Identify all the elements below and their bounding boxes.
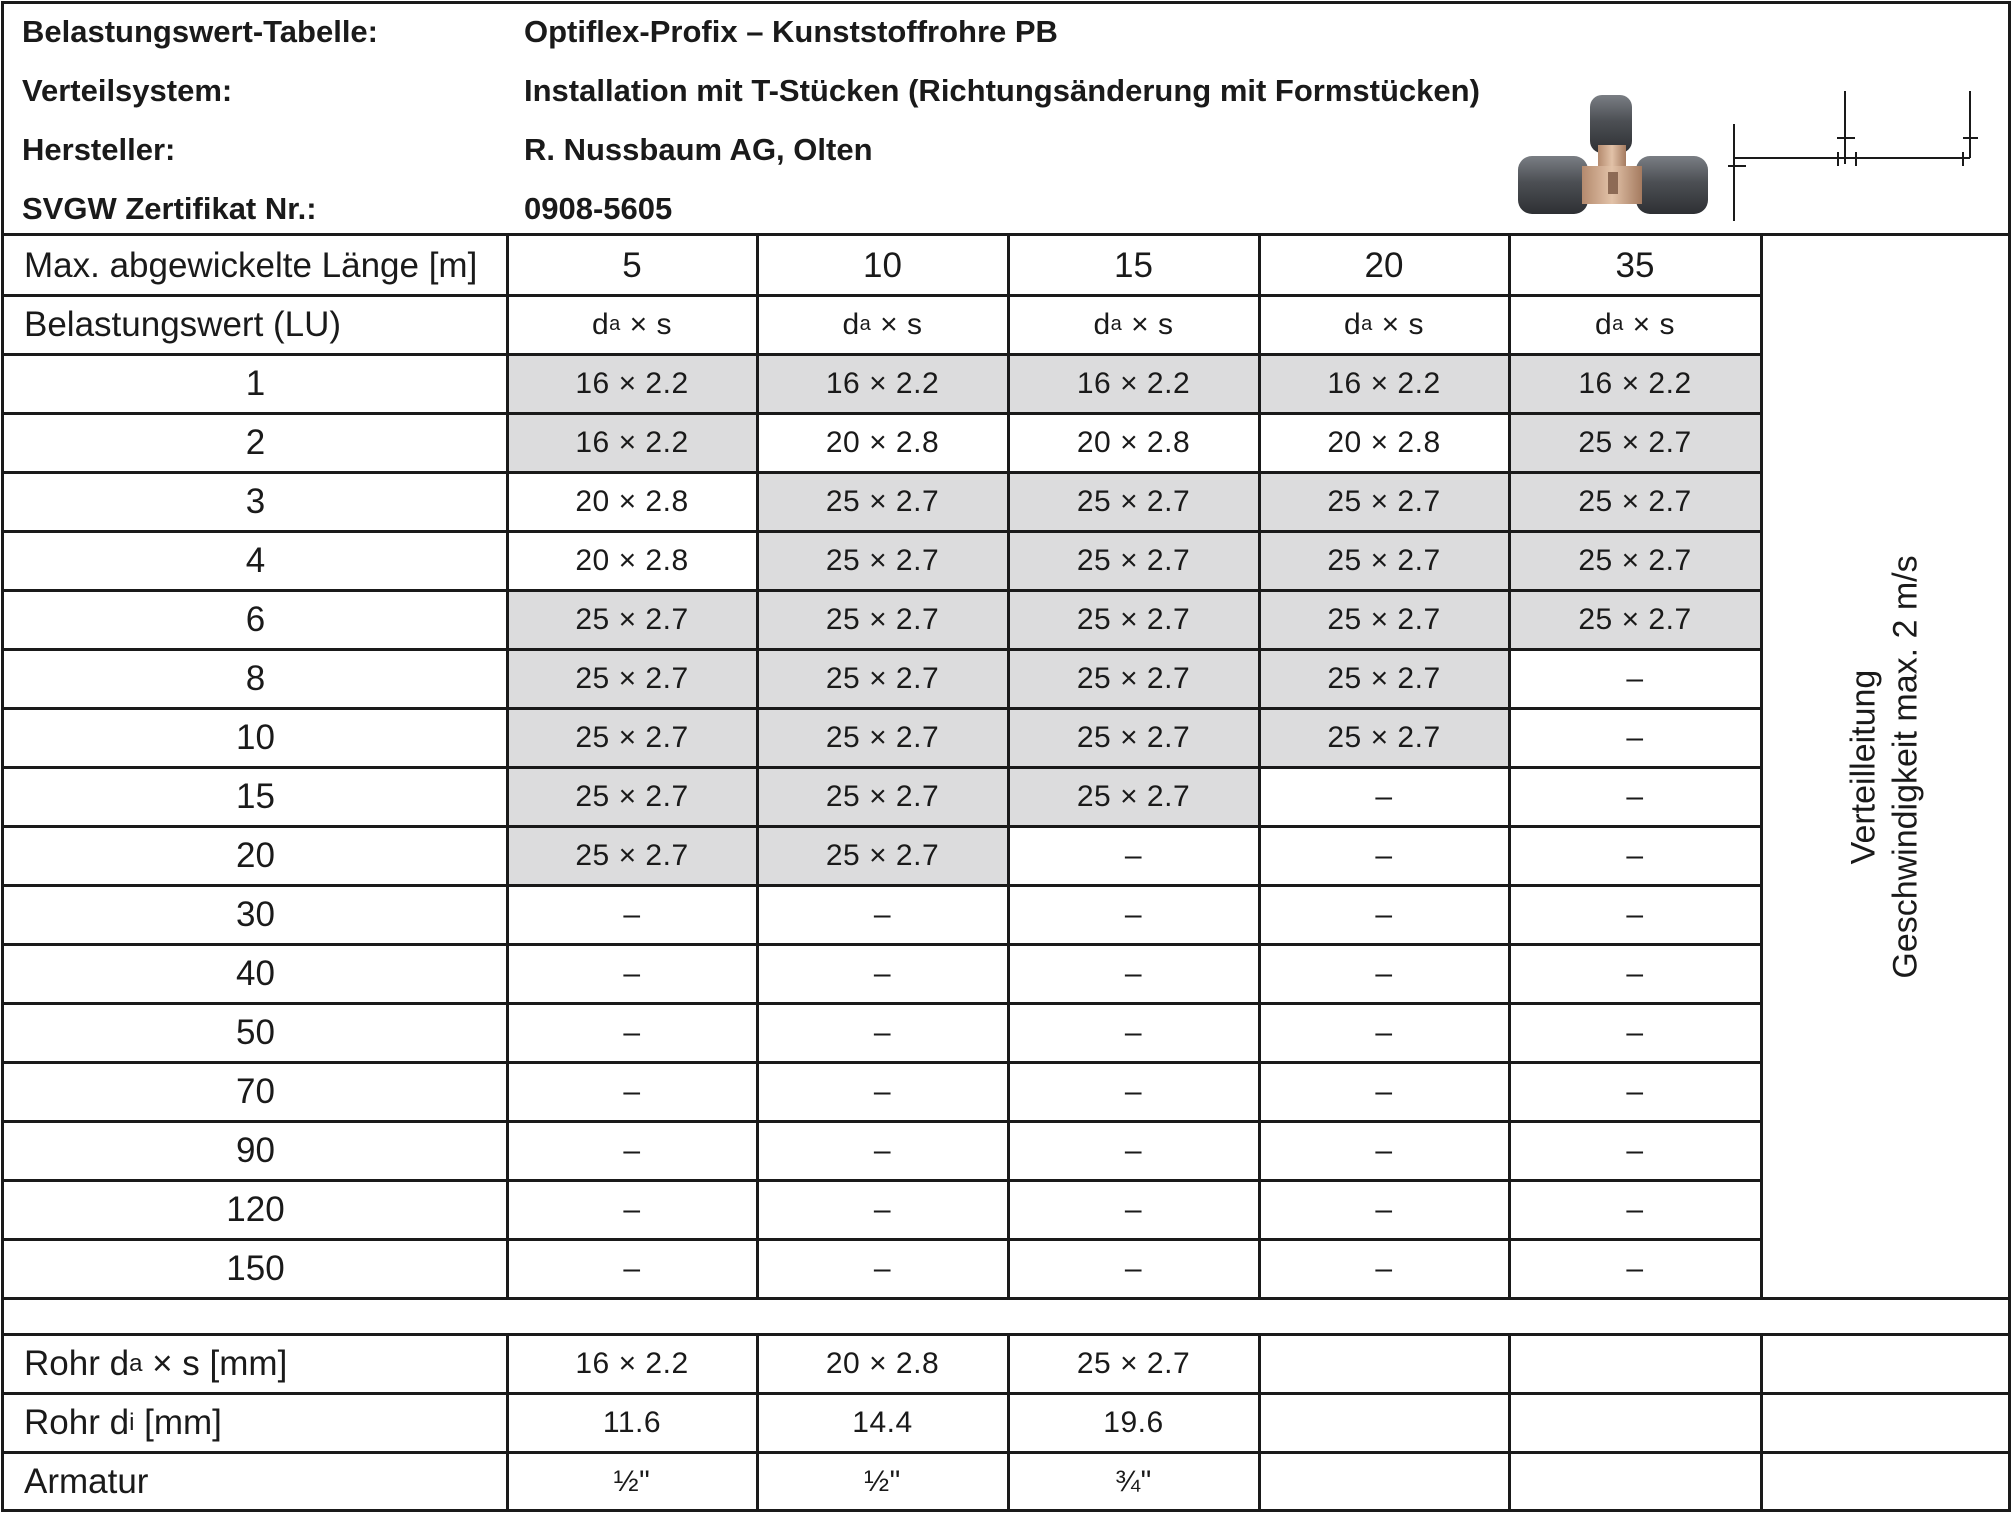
pipe-size-cell: 25 × 2.7	[1008, 767, 1259, 826]
pipe-size-cell: 25 × 2.7	[1259, 649, 1509, 708]
footer-value-cell: ½"	[864, 1464, 901, 1498]
pipe-size-cell: –	[1124, 1133, 1143, 1167]
footer-value-cell	[1509, 1334, 1761, 1393]
header-value: Optiflex-Profix – Kunststoffrohre PB	[524, 14, 1058, 49]
unit-header	[757, 295, 1008, 354]
pipe-size-cell: 25 × 2.7	[757, 708, 1008, 767]
length-header-label: Max. abgewickelte Länge [m]	[24, 245, 478, 285]
header-label: SVGW Zertifikat Nr.:	[22, 191, 317, 226]
footer-label-subscript: a	[129, 1349, 143, 1377]
unit-rest: × s	[1623, 307, 1675, 341]
lu-value: 6	[245, 599, 266, 639]
header-label: Belastungswert-Tabelle:	[22, 14, 379, 49]
pipe-size-cell: –	[1124, 1251, 1143, 1285]
footer-value-cell: 19.6	[1103, 1405, 1164, 1439]
lu-value: 120	[226, 1189, 285, 1229]
pipe-size-cell: 20 × 2.8	[1327, 425, 1441, 459]
grid-line	[4, 884, 1761, 887]
pipe-size-cell: –	[1626, 779, 1644, 813]
grid-line	[756, 1334, 759, 1512]
velocity-note-line1: Verteilleitung	[1844, 669, 1883, 865]
grid-line	[756, 236, 759, 1298]
pipe-size-cell: 25 × 2.7	[757, 531, 1008, 590]
footer-label-suffix: [mm]	[134, 1402, 222, 1442]
pipe-size-cell: –	[1375, 956, 1393, 990]
pipe-size-cell: 25 × 2.7	[757, 472, 1008, 531]
grid-line	[506, 236, 509, 1298]
pipe-size-cell: –	[1375, 1015, 1393, 1049]
pipe-size-cell: –	[1124, 1015, 1143, 1049]
unit-subscript: a	[609, 313, 621, 335]
pipe-size-cell: 25 × 2.7	[757, 590, 1008, 649]
unit-rest: × s	[1372, 307, 1424, 341]
grid-line	[4, 1451, 2008, 1454]
pipe-size-cell: –	[1375, 779, 1393, 813]
lu-header-label: Belastungswert (LU)	[24, 304, 342, 344]
pipe-size-cell: 25 × 2.7	[1008, 472, 1259, 531]
pipe-size-cell: –	[1124, 1192, 1143, 1226]
grid-line	[4, 943, 1761, 946]
pipe-size-cell: 16 × 2.2	[757, 354, 1008, 413]
grid-line	[4, 471, 1761, 474]
unit-header	[1509, 295, 1761, 354]
pipe-size-cell: 20 × 2.8	[1076, 425, 1191, 459]
pipe-size-cell: 25 × 2.7	[507, 649, 757, 708]
grid-line	[4, 589, 1761, 592]
grid-line	[4, 1061, 1761, 1064]
pipe-size-cell: –	[1626, 897, 1644, 931]
grid-line	[1760, 236, 1763, 1298]
lu-value: 150	[226, 1248, 285, 1288]
footer-label-subscript: i	[129, 1408, 135, 1436]
pipe-size-cell: –	[1375, 1133, 1393, 1167]
installation-schematic-diagram	[1720, 86, 1992, 226]
pipe-size-cell: –	[1626, 720, 1644, 754]
pipe-size-cell: 16 × 2.2	[1259, 354, 1509, 413]
pipe-size-cell: 25 × 2.7	[1008, 649, 1259, 708]
lu-value: 90	[236, 1130, 275, 1170]
pipe-size-cell: 25 × 2.7	[1259, 472, 1509, 531]
footer-value-cell: 14.4	[852, 1405, 913, 1439]
grid-line	[1508, 236, 1511, 1298]
footer-value-cell: ½"	[613, 1464, 651, 1498]
footer-empty-cell	[1761, 1393, 2008, 1452]
footer-empty-cell	[1761, 1452, 2008, 1511]
pipe-size-cell: –	[1626, 956, 1644, 990]
velocity-note-line2: Geschwindigkeit max. 2 m/s	[1886, 555, 1925, 979]
pipe-size-cell: –	[873, 956, 892, 990]
header-value: Installation mit T-Stücken (Richtungsänderung mit Formstücken)	[524, 73, 1480, 108]
grid-line	[4, 825, 1761, 828]
pipe-size-cell: –	[1375, 1192, 1393, 1226]
header-section	[4, 4, 2008, 236]
footer-value-cell	[1509, 1452, 1761, 1511]
pipe-size-cell: –	[623, 956, 641, 990]
pipe-size-cell: 25 × 2.7	[507, 590, 757, 649]
velocity-note-text	[1843, 555, 1927, 978]
grid-line	[4, 530, 1761, 533]
load-value-table-sheet	[1, 1, 2011, 1512]
unit-subscript: a	[859, 313, 872, 335]
pipe-size-cell: –	[1375, 897, 1393, 931]
pipe-size-cell: 25 × 2.7	[1008, 590, 1259, 649]
pipe-size-cell: 25 × 2.7	[1509, 472, 1761, 531]
pipe-size-cell: –	[623, 1015, 641, 1049]
grid-line	[1007, 236, 1010, 1298]
pipe-size-cell: –	[623, 1074, 641, 1108]
footer-value-cell: 25 × 2.7	[1076, 1346, 1191, 1380]
lu-value: 30	[236, 894, 275, 934]
grid-line	[4, 353, 1761, 356]
length-column-header: 20	[1364, 245, 1404, 285]
pipe-size-cell: –	[873, 897, 892, 931]
pipe-size-cell: –	[1626, 1192, 1644, 1226]
grid-line	[506, 1334, 509, 1512]
pipe-size-cell: 25 × 2.7	[757, 649, 1008, 708]
unit-symbol: d	[591, 307, 610, 341]
header-label: Hersteller:	[22, 132, 176, 167]
pipe-size-cell: 16 × 2.2	[1509, 354, 1761, 413]
length-column-header: 5	[622, 245, 642, 285]
pipe-size-cell: 25 × 2.7	[507, 826, 757, 885]
pipe-size-cell: –	[1375, 838, 1393, 872]
pipe-size-cell: –	[1124, 956, 1143, 990]
footer-label-suffix: × s [mm]	[142, 1343, 288, 1383]
pipe-size-cell: –	[1626, 661, 1644, 695]
velocity-note	[1761, 236, 2008, 1298]
grid-line	[1007, 1334, 1010, 1512]
pipe-size-cell: –	[873, 1074, 892, 1108]
pipe-size-cell: –	[1626, 1133, 1644, 1167]
footer-value-cell: 11.6	[602, 1405, 662, 1439]
pipe-size-cell: –	[623, 897, 641, 931]
unit-subscript: a	[1110, 313, 1123, 335]
pipe-size-cell: –	[1626, 1074, 1644, 1108]
header-label: Verteilsystem:	[22, 73, 233, 108]
pipe-size-cell: 20 × 2.8	[825, 425, 940, 459]
grid-line	[4, 648, 1761, 651]
length-column-header: 35	[1615, 245, 1655, 285]
pipe-size-cell: 20 × 2.8	[575, 484, 689, 518]
grid-line	[4, 766, 1761, 769]
lu-value: 8	[245, 658, 266, 698]
pipe-size-cell: –	[1626, 838, 1644, 872]
lu-value: 40	[236, 953, 275, 993]
footer-label-main: Armatur	[24, 1461, 149, 1501]
header-value: R. Nussbaum AG, Olten	[524, 132, 873, 167]
pipe-size-cell: –	[873, 1251, 892, 1285]
pipe-size-cell: 25 × 2.7	[507, 767, 757, 826]
grid-line	[4, 412, 1761, 415]
grid-line	[1258, 1334, 1261, 1512]
unit-rest: × s	[620, 307, 672, 341]
footer-value-cell: 20 × 2.8	[825, 1346, 940, 1380]
footer-value-cell	[1259, 1393, 1509, 1452]
footer-row-label	[4, 1393, 507, 1452]
pipe-size-cell: 25 × 2.7	[1259, 708, 1509, 767]
lu-value: 4	[245, 540, 266, 580]
pipe-size-cell: 25 × 2.7	[1259, 590, 1509, 649]
pipe-size-cell: –	[1626, 1251, 1644, 1285]
pipe-size-cell: 25 × 2.7	[507, 708, 757, 767]
lu-value: 3	[245, 481, 266, 521]
unit-symbol: d	[1343, 307, 1362, 341]
grid-line	[4, 1002, 1761, 1005]
unit-subscript: a	[1361, 313, 1373, 335]
unit-symbol: d	[1594, 307, 1613, 341]
grid-line	[4, 1392, 2008, 1395]
footer-label-main: Rohr d	[24, 1402, 130, 1442]
footer-row-label	[4, 1334, 507, 1393]
pipe-size-cell: –	[1124, 838, 1143, 872]
pipe-size-cell: 25 × 2.7	[1509, 590, 1761, 649]
footer-empty-cell	[1761, 1334, 2008, 1393]
pipe-size-cell: –	[1626, 1015, 1644, 1049]
unit-subscript: a	[1612, 313, 1624, 335]
lu-value: 15	[236, 776, 275, 816]
grid-line	[4, 294, 1761, 297]
t-fitting-image	[1516, 90, 1711, 220]
pipe-size-cell: –	[1124, 897, 1143, 931]
unit-symbol: d	[1093, 307, 1111, 341]
lu-value: 50	[236, 1012, 275, 1052]
unit-rest: × s	[1122, 307, 1174, 341]
grid-line	[1508, 1334, 1511, 1512]
lu-value: 10	[236, 717, 275, 757]
lu-value: 1	[245, 363, 266, 403]
pipe-size-cell: 25 × 2.7	[1008, 708, 1259, 767]
pipe-size-cell: 16 × 2.2	[507, 413, 757, 472]
footer-value-cell: 16 × 2.2	[575, 1346, 689, 1380]
footer-row-label	[4, 1452, 507, 1511]
footer-value-cell: ¾"	[1115, 1464, 1152, 1498]
pipe-size-cell: 25 × 2.7	[757, 826, 1008, 885]
pipe-size-cell: –	[873, 1133, 892, 1167]
pipe-size-cell: 25 × 2.7	[1509, 531, 1761, 590]
length-column-header: 15	[1114, 245, 1153, 285]
header-value: 0908-5605	[524, 191, 673, 226]
grid-line	[4, 1297, 2008, 1300]
footer-label-main: Rohr d	[24, 1343, 130, 1383]
pipe-size-cell: 25 × 2.7	[1259, 531, 1509, 590]
unit-header	[1259, 295, 1509, 354]
footer-value-cell	[1509, 1393, 1761, 1452]
pipe-size-cell: 25 × 2.7	[1509, 413, 1761, 472]
pipe-size-cell: –	[1375, 1074, 1393, 1108]
footer-value-cell	[1259, 1452, 1509, 1511]
grid-line	[1258, 236, 1261, 1298]
pipe-size-cell: –	[1124, 1074, 1143, 1108]
grid-line	[1760, 1334, 1763, 1512]
grid-line	[4, 1333, 2008, 1336]
lu-value: 70	[236, 1071, 275, 1111]
pipe-size-cell: 25 × 2.7	[1008, 531, 1259, 590]
lu-value: 20	[236, 835, 275, 875]
pipe-size-cell: 20 × 2.8	[575, 543, 689, 577]
pipe-size-cell: –	[873, 1015, 892, 1049]
unit-header	[1008, 295, 1259, 354]
unit-header	[507, 295, 757, 354]
length-column-header: 10	[863, 245, 902, 285]
grid-line	[4, 1238, 1761, 1241]
grid-line	[4, 707, 1761, 710]
pipe-size-cell: –	[873, 1192, 892, 1226]
grid-line	[4, 1179, 1761, 1182]
pipe-size-cell: 25 × 2.7	[757, 767, 1008, 826]
pipe-size-cell: –	[623, 1133, 641, 1167]
pipe-size-cell: –	[623, 1251, 641, 1285]
grid-line	[4, 1120, 1761, 1123]
lu-value: 2	[245, 422, 266, 462]
pipe-size-cell: 16 × 2.2	[1008, 354, 1259, 413]
pipe-size-cell: 16 × 2.2	[507, 354, 757, 413]
footer-value-cell	[1259, 1334, 1509, 1393]
pipe-size-cell: –	[1375, 1251, 1393, 1285]
unit-rest: × s	[871, 307, 923, 341]
pipe-size-cell: –	[623, 1192, 641, 1226]
unit-symbol: d	[842, 307, 860, 341]
